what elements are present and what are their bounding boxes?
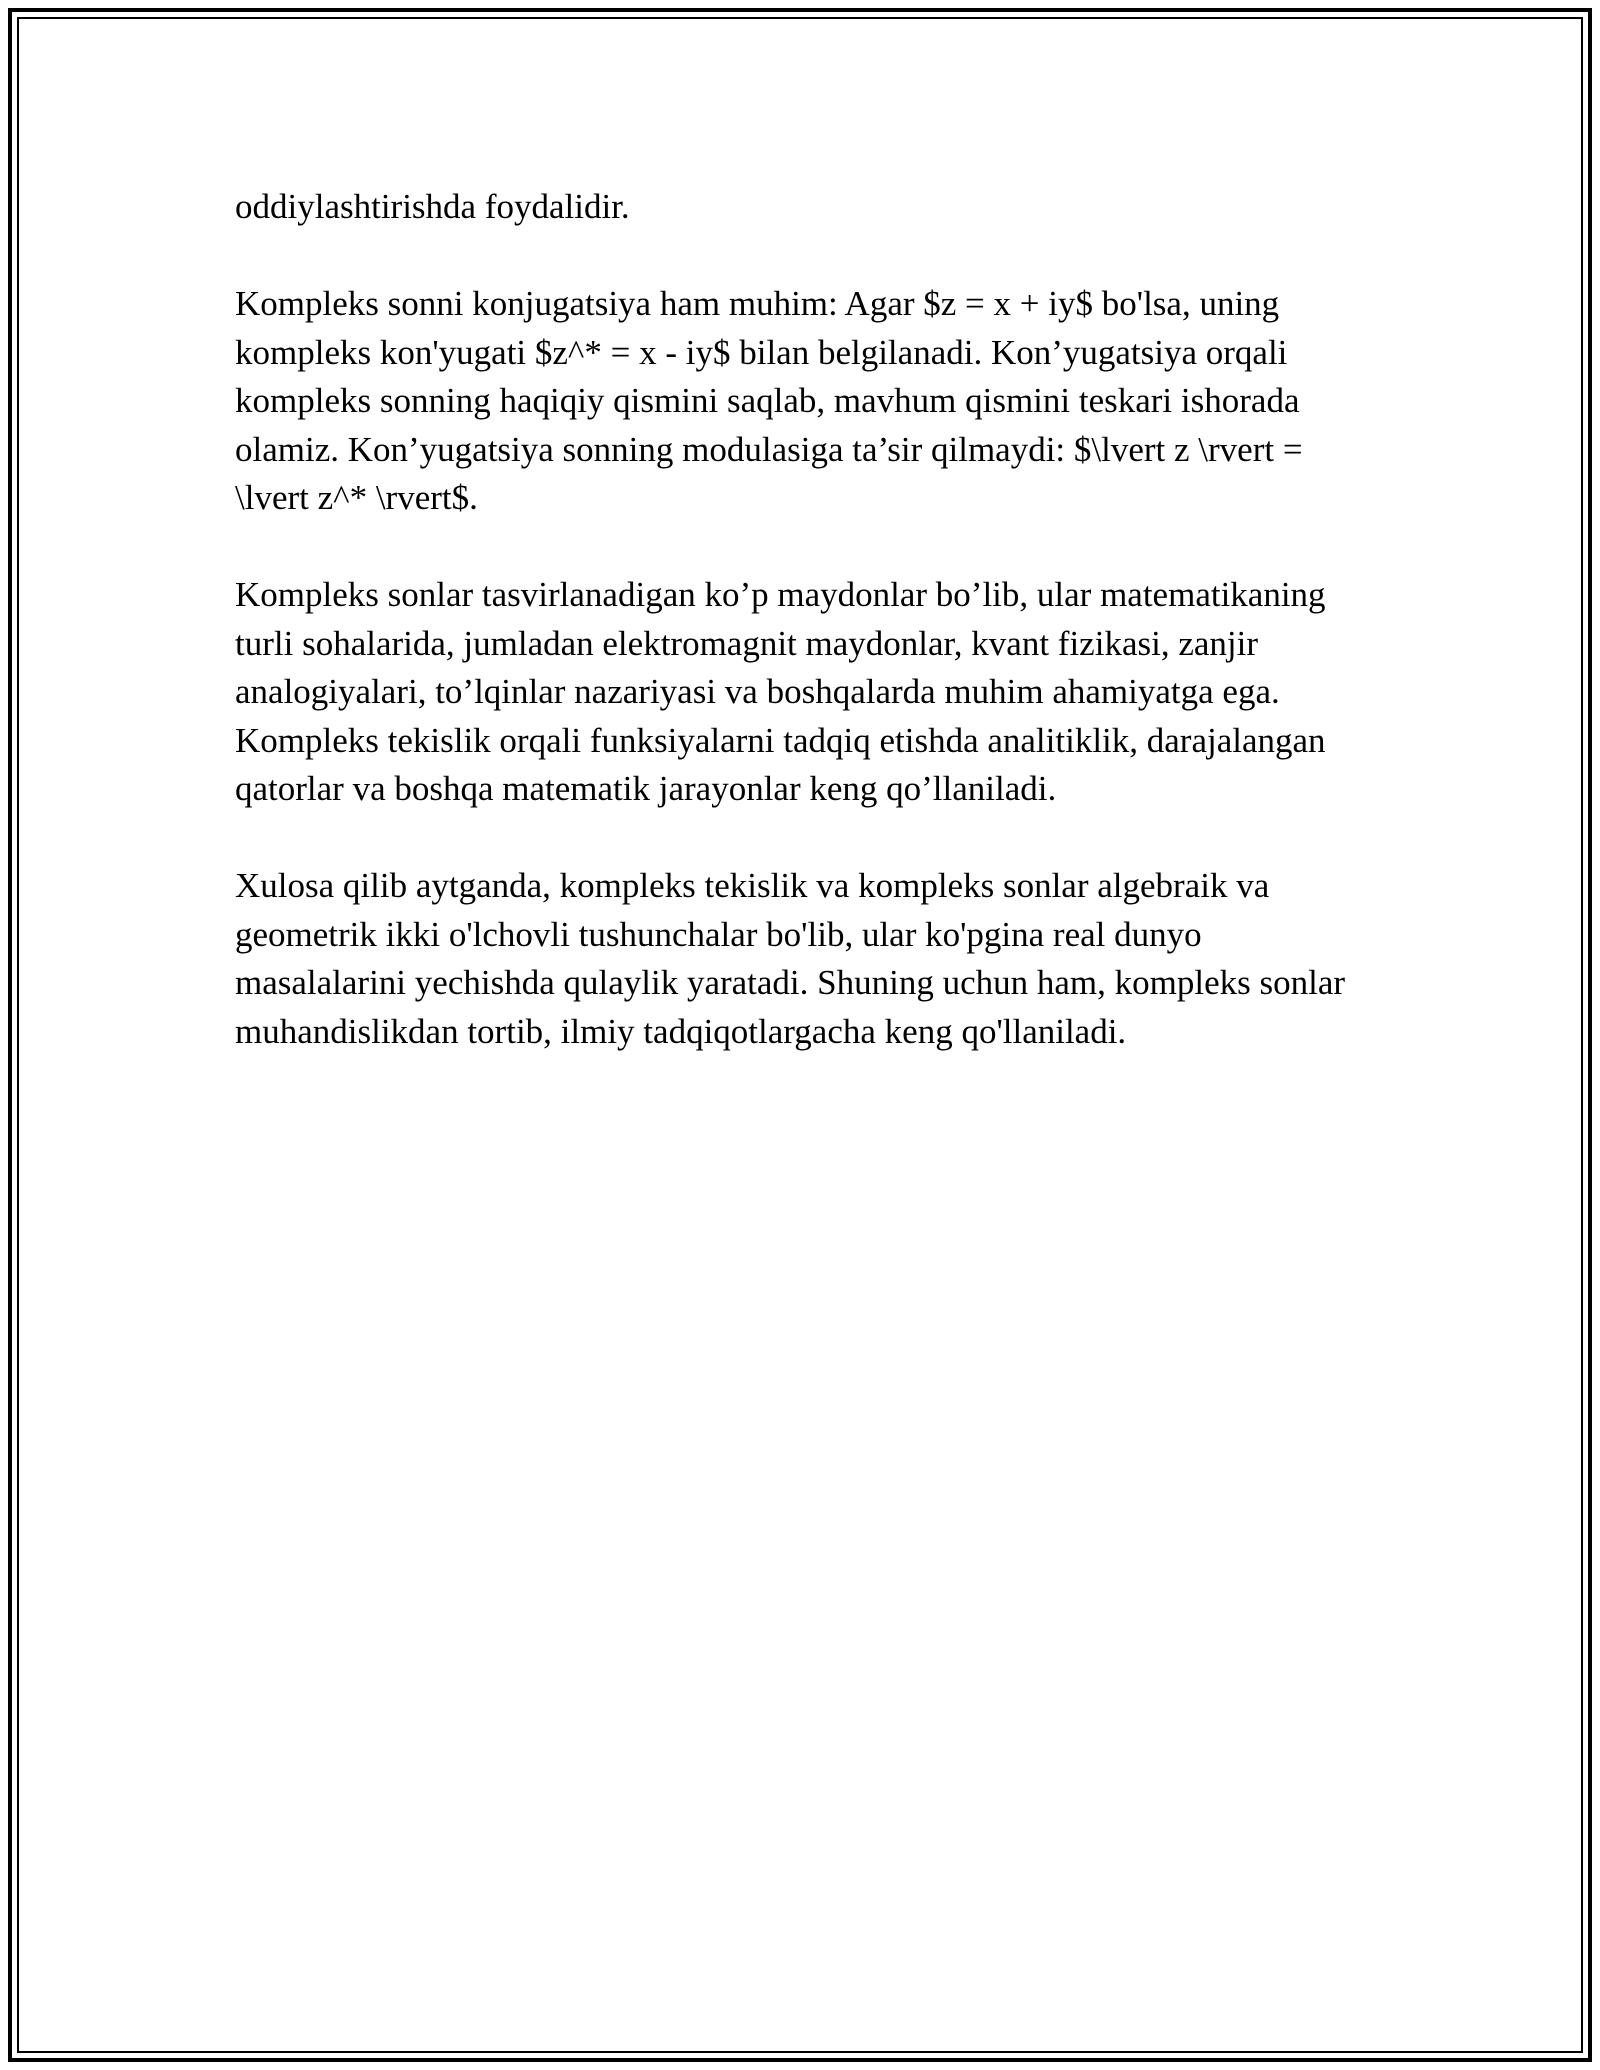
paragraph: Kompleks sonlar tasvirlanadigan ko’p maydonlar bo’lib, ular matematikaning turli sohalarida, jumladan elektromagnit maydonlar, kvant fizikasi, zanjir analogiyalari, to’lqinlar nazariyasi va boshqalarda muhim ahamiyatga ega. Kompleks tekislik orqali funksiyalarni tadqiq etishda analitiklik, darajalangan qatorlar va boshqa matematik jarayonlar keng qo’llaniladi. <box>235 575 1326 808</box>
document-body <box>235 183 1365 1105</box>
paragraph: oddiylashtirishda foydalidir. <box>235 187 630 226</box>
paragraph: Kompleks sonni konjugatsiya ham muhim: Agar $z = x + iy$ bo'lsa, uning kompleks kon'yugati $z^* = x - iy$ bilan belgilanadi. Kon’yugatsiya orqali kompleks sonning haqiqiy qismini saqlab, mavhum qismini teskari ishorada olamiz. Kon’yugatsiya sonning modulasiga ta’sir qilmaydi: $\lvert z \rvert = \lvert z^* \rvert$. <box>235 284 1303 517</box>
paragraph: Xulosa qilib aytganda, kompleks tekislik va kompleks sonlar algebraik va geometrik ikki o'lchovli tushunchalar bo'lib, ular ko'pgina real dunyo masalalarini yechishda qulaylik yaratadi. Shuning uchun ham, kompleks sonlar muhandislikdan tortib, ilmiy tadqiqotlargacha keng qo'llaniladi. <box>235 866 1346 1051</box>
